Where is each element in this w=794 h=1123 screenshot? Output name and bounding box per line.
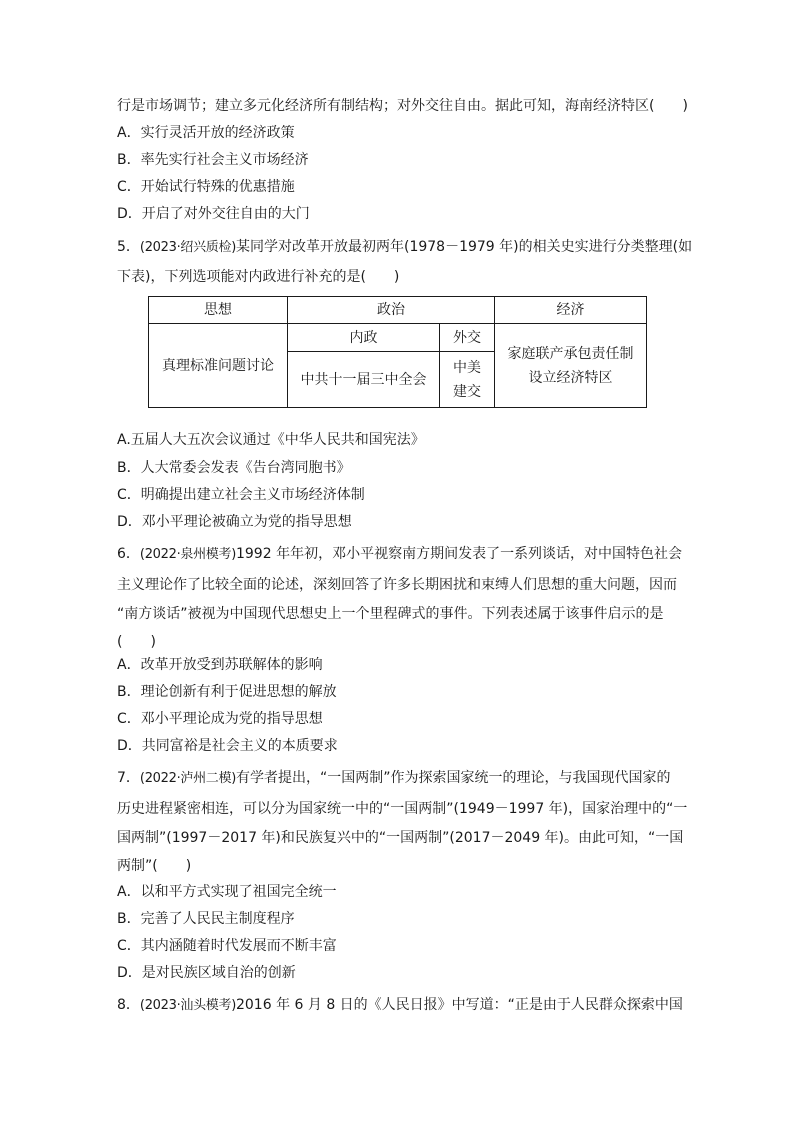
table-header-politics: 政治 bbox=[288, 297, 495, 324]
q6-option-a: A．改革开放受到苏联解体的影响 bbox=[117, 657, 323, 673]
q5-number: 5． bbox=[117, 239, 140, 255]
q7-stem-line-4: 两制”( ) bbox=[117, 858, 192, 874]
q6-option-b: B．理论创新有利于促进思想的解放 bbox=[117, 684, 337, 700]
q7-option-c: C．其内涵随着时代发展而不断丰富 bbox=[117, 938, 337, 954]
table-subheader-foreign: 外交 bbox=[440, 324, 495, 352]
q6-stem-line-2: 主义理论作了比较全面的论述，深刻回答了许多长期困扰和束缚人们思想的重大问题，因而 bbox=[117, 577, 677, 593]
q6-stem-line-4: ( ) bbox=[117, 634, 156, 650]
q7-option-d: D．是对民族区域自治的创新 bbox=[117, 965, 296, 981]
q6-stem-line-3: “南方谈话”被视为中国现代思想史上一个里程碑式的事件。下列表述属于该事件启示的是 bbox=[117, 606, 664, 622]
table-cell-domestic: 中共十一届三中全会 bbox=[288, 352, 440, 408]
table-header-economy: 经济 bbox=[495, 297, 647, 324]
q6-source: (2022·泉州模考) bbox=[139, 547, 236, 562]
q7-number: 7． bbox=[117, 770, 140, 786]
q5-option-a: A.五届人大五次会议通过《中华人民共和国宪法》 bbox=[117, 432, 425, 448]
q4-option-d: D．开启了对外交往自由的大门 bbox=[117, 206, 310, 222]
table-subheader-domestic: 内政 bbox=[288, 324, 440, 352]
q7-stem-line-2: 历史进程紧密相连，可以分为国家统一中的“一国两制”(1949－1997 年)，国家治理中的“一 bbox=[117, 801, 688, 817]
q8-stem-line-1 bbox=[117, 996, 683, 1015]
q5-stem-line-2: 下表)，下列选项能对内政进行补充的是( ) bbox=[117, 269, 400, 285]
q4-option-b: B．率先实行社会主义市场经济 bbox=[117, 152, 309, 168]
q8-number: 8． bbox=[117, 997, 140, 1013]
q5-option-d: D．邓小平理论被确立为党的指导思想 bbox=[117, 514, 352, 530]
q6-option-c: C．邓小平理论成为党的指导思想 bbox=[117, 711, 323, 727]
q6-stem-line-1 bbox=[117, 545, 682, 564]
economy-item-2: 设立经济特区 bbox=[528, 369, 613, 386]
q6-number: 6． bbox=[117, 546, 140, 562]
q5-stem-line-1 bbox=[117, 238, 692, 257]
q6-stem-text: 1992 年年初，邓小平视察南方期间发表了一系列谈话，对中国特色社会 bbox=[235, 546, 683, 562]
economy-item-1: 家庭联产承包责任制 bbox=[507, 345, 634, 362]
q7-stem-line-3: 国两制”(1997－2017 年)和民族复兴中的“一国两制”(2017－2049 年)。由此可知，“一国 bbox=[117, 830, 684, 846]
q7-option-b: B．完善了人民民主制度程序 bbox=[117, 911, 295, 927]
table-cell-economy bbox=[495, 324, 647, 408]
q4-option-c: C．开始试行特殊的优惠措施 bbox=[117, 179, 295, 195]
q5-history-table bbox=[148, 296, 647, 408]
q8-source: (2023·汕头模考) bbox=[139, 998, 236, 1013]
table-cell-thought: 真理标准问题讨论 bbox=[149, 324, 288, 408]
foreign-line-2: 建交 bbox=[453, 383, 481, 400]
q5-option-b: B．人大常委会发表《告台湾同胞书》 bbox=[117, 460, 351, 476]
q4-stem-end: 行是市场调节；建立多元化经济所有制结构；对外交往自由。据此可知，海南经济特区( ) bbox=[117, 98, 688, 114]
q5-option-c: C．明确提出建立社会主义市场经济体制 bbox=[117, 487, 365, 503]
q5-stem-text: 某同学对改革开放最初两年(1978－1979 年)的相关史实进行分类整理(如 bbox=[235, 239, 693, 255]
q6-option-d: D．共同富裕是社会主义的本质要求 bbox=[117, 738, 338, 754]
q7-source: (2022·泸州二模) bbox=[139, 771, 236, 786]
q7-option-a: A．以和平方式实现了祖国完全统一 bbox=[117, 884, 337, 900]
q4-option-a: A．实行灵活开放的经济政策 bbox=[117, 125, 295, 141]
q7-stem-text: 有学者提出，“一国两制”作为探索国家统一的理论，与我国现代国家的 bbox=[235, 770, 671, 786]
q5-source: (2023·绍兴质检) bbox=[139, 240, 236, 255]
table-cell-foreign bbox=[440, 352, 495, 408]
q7-stem-line-1 bbox=[117, 769, 671, 788]
foreign-line-1: 中美 bbox=[453, 359, 481, 376]
q8-stem-text: 2016 年 6 月 8 日的《人民日报》中写道：“正是由于人民群众探索中国 bbox=[235, 997, 683, 1013]
table-header-thought: 思想 bbox=[149, 297, 288, 324]
